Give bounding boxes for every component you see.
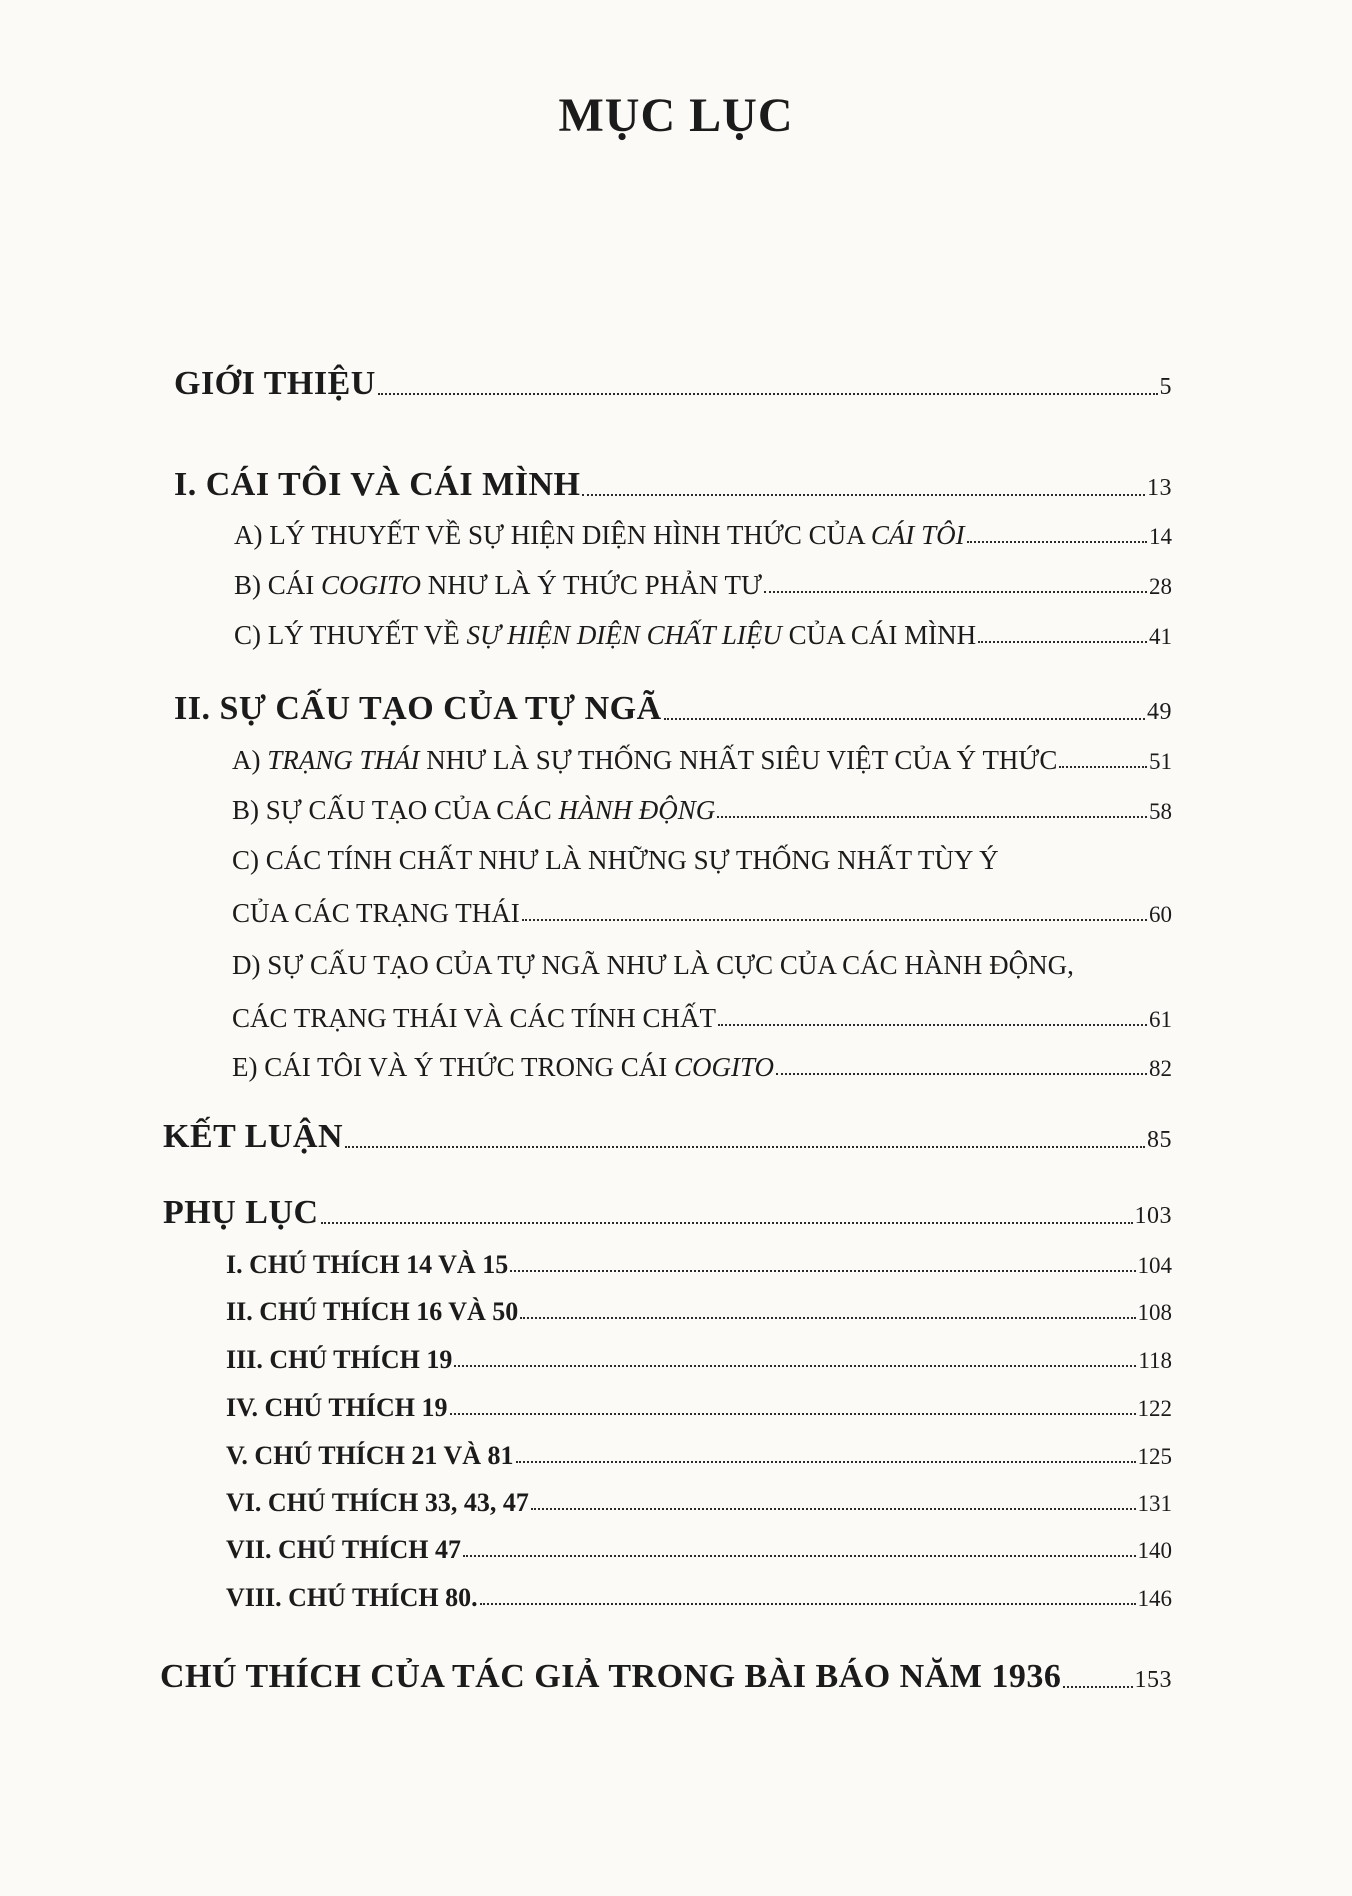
toc-label: II. CHÚ THÍCH 16 VÀ 50	[226, 1297, 519, 1326]
dot-leader	[978, 641, 1147, 643]
toc-entry-part-1[interactable]	[174, 466, 1172, 504]
toc-label: VIII. CHÚ THÍCH 80.	[226, 1583, 478, 1612]
toc-page-number: 140	[1137, 1538, 1172, 1563]
toc-label: CÁC TRẠNG THÁI VÀ CÁC TÍNH CHẤT	[232, 1003, 717, 1033]
toc-label: E) CÁI TÔI VÀ Ý THỨC TRONG CÁI COGITO	[232, 1052, 774, 1082]
toc-page-number: 28	[1149, 574, 1172, 599]
toc-page-number: 60	[1149, 902, 1172, 927]
toc-page-number: 104	[1137, 1253, 1172, 1278]
dot-leader	[1059, 766, 1147, 768]
toc-label: CỦA CÁC TRẠNG THÁI	[232, 898, 520, 928]
dot-leader	[717, 816, 1147, 818]
toc-entry-appendix-2[interactable]	[226, 1297, 1172, 1327]
toc-page-number: 131	[1137, 1491, 1172, 1516]
dot-leader	[776, 1073, 1147, 1075]
toc-entry-2d[interactable]	[232, 1003, 1172, 1034]
dot-leader	[463, 1555, 1135, 1557]
toc-page-number: 122	[1137, 1396, 1172, 1421]
toc-entry-part-2[interactable]	[174, 690, 1172, 728]
dot-leader	[454, 1365, 1136, 1367]
dot-leader	[967, 541, 1147, 543]
toc-entry-1a[interactable]	[234, 520, 1172, 551]
toc-page-number: 153	[1134, 1667, 1172, 1693]
toc-page-number: 14	[1149, 524, 1172, 549]
toc-label: III. CHÚ THÍCH 19	[226, 1345, 453, 1374]
toc-page-number: 5	[1159, 374, 1172, 400]
toc-label: IV. CHÚ THÍCH 19	[226, 1393, 448, 1422]
dot-leader	[520, 1317, 1135, 1319]
toc-entry-1c[interactable]	[234, 620, 1172, 651]
toc-label: A) TRẠNG THÁI NHƯ LÀ SỰ THỐNG NHẤT SIÊU VIỆT CỦA Ý THỨC	[232, 745, 1058, 775]
toc-entry-appendix-4[interactable]	[226, 1393, 1172, 1423]
dot-leader	[516, 1461, 1136, 1463]
toc-label: VII. CHÚ THÍCH 47	[226, 1535, 462, 1564]
dot-leader	[321, 1222, 1133, 1224]
dot-leader	[378, 393, 1158, 395]
toc-label: I. CHÚ THÍCH 14 VÀ 15	[226, 1250, 509, 1279]
toc-entry-appendix-6[interactable]	[226, 1488, 1172, 1518]
dot-leader	[764, 591, 1147, 593]
toc-entry-author-notes-1936[interactable]	[160, 1658, 1172, 1696]
toc-page-number: 58	[1149, 799, 1172, 824]
toc-label: D) SỰ CẤU TẠO CỦA TỰ NGÃ NHƯ LÀ CỰC CỦA CÁC HÀNH ĐỘNG,	[232, 950, 1074, 980]
toc-entry-appendix[interactable]	[163, 1194, 1172, 1232]
toc-label: CHÚ THÍCH CỦA TÁC GIẢ TRONG BÀI BÁO NĂM 1936	[160, 1658, 1062, 1695]
toc-entry-2a[interactable]	[232, 745, 1172, 776]
toc-page-number: 103	[1134, 1203, 1172, 1229]
toc-page-number: 13	[1147, 475, 1172, 501]
toc-entry-2b[interactable]	[232, 795, 1172, 826]
toc-page-number: 85	[1147, 1127, 1172, 1153]
toc-page-number: 61	[1149, 1007, 1172, 1032]
dot-leader	[522, 919, 1147, 921]
toc-label: KẾT LUẬN	[163, 1118, 344, 1155]
toc-entry-appendix-7[interactable]	[226, 1535, 1172, 1565]
toc-entry-2d-line1[interactable]	[232, 950, 1172, 981]
toc-page-number: 49	[1147, 699, 1172, 725]
page-title: MỤC LỤC	[558, 89, 794, 142]
toc-label: B) SỰ CẤU TẠO CỦA CÁC HÀNH ĐỘNG	[232, 795, 716, 825]
toc-page-number: 125	[1137, 1444, 1172, 1469]
dot-leader	[664, 718, 1145, 720]
toc-label: PHỤ LỤC	[163, 1194, 319, 1231]
toc-page-number: 118	[1138, 1348, 1172, 1373]
toc-entry-2c[interactable]	[232, 898, 1172, 929]
dot-leader	[345, 1146, 1145, 1148]
toc-page-number: 82	[1149, 1056, 1172, 1081]
toc-entry-conclusion[interactable]	[163, 1118, 1172, 1156]
toc-label: C) LÝ THUYẾT VỀ SỰ HIỆN DIỆN CHẤT LIỆU CỦA CÁI MÌNH	[234, 620, 977, 650]
toc-page-number: 41	[1149, 624, 1172, 649]
toc-entry-appendix-1[interactable]	[226, 1250, 1172, 1280]
toc-entry-2c-line1[interactable]	[232, 845, 1172, 876]
dot-leader	[450, 1413, 1136, 1415]
dot-leader	[480, 1603, 1136, 1605]
toc-page-number: 108	[1137, 1300, 1172, 1325]
toc-entry-introduction[interactable]	[174, 365, 1172, 403]
dot-leader	[531, 1508, 1136, 1510]
toc-entry-appendix-3[interactable]	[226, 1345, 1172, 1375]
toc-entry-2e[interactable]	[232, 1052, 1172, 1083]
toc-entry-1b[interactable]	[234, 570, 1172, 601]
toc-label: VI. CHÚ THÍCH 33, 43, 47	[226, 1488, 529, 1517]
toc-label: C) CÁC TÍNH CHẤT NHƯ LÀ NHỮNG SỰ THỐNG NHẤT TÙY Ý	[232, 845, 999, 875]
toc-entry-appendix-8[interactable]	[226, 1583, 1172, 1613]
toc-page-number: 51	[1149, 749, 1172, 774]
dot-leader	[1063, 1686, 1132, 1688]
toc-page-number: 146	[1137, 1586, 1172, 1611]
toc-label: B) CÁI COGITO NHƯ LÀ Ý THỨC PHẢN TƯ	[234, 570, 762, 600]
toc-label: II. SỰ CẤU TẠO CỦA TỰ NGÃ	[174, 690, 662, 727]
toc-label: V. CHÚ THÍCH 21 VÀ 81	[226, 1441, 514, 1470]
toc-label: GIỚI THIỆU	[174, 365, 376, 402]
toc-label: A) LÝ THUYẾT VỀ SỰ HIỆN DIỆN HÌNH THỨC CỦA CÁI TÔI	[234, 520, 965, 550]
toc-label: I. CÁI TÔI VÀ CÁI MÌNH	[174, 466, 581, 503]
dot-leader	[510, 1270, 1135, 1272]
toc-entry-appendix-5[interactable]	[226, 1441, 1172, 1471]
dot-leader	[718, 1024, 1147, 1026]
dot-leader	[582, 494, 1145, 496]
